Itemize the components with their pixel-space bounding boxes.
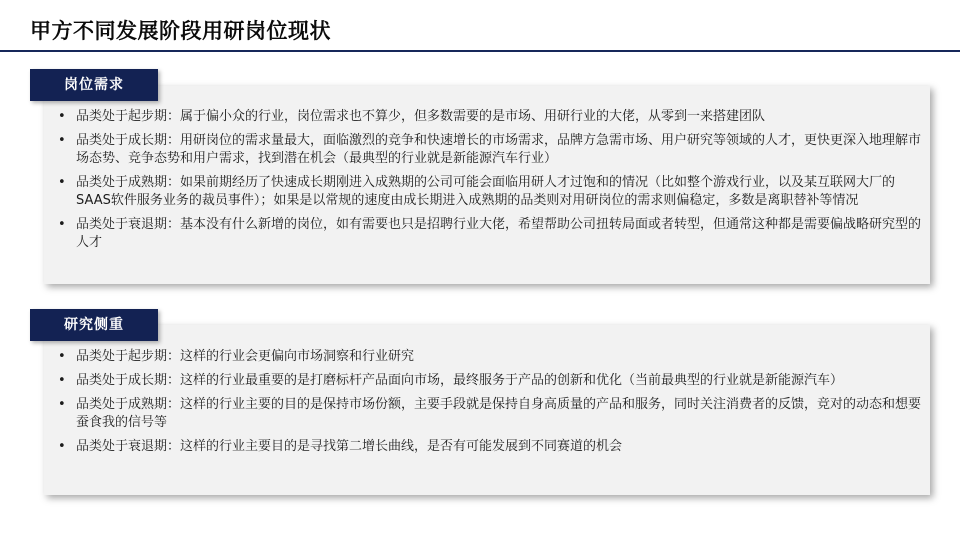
list-item-text: 品类处于衰退期：这样的行业主要目的是寻找第二增长曲线，是否有可能发展到不同赛道的机会: [76, 439, 623, 454]
list-item: [56, 372, 924, 390]
list-item: [56, 348, 924, 366]
list-item-text: 品类处于衰退期：基本没有什么新增的岗位，如有需要也只是招聘行业大佬，希望帮助公司扭转局面或者转型，但通常这种都是需要偏战略研究型的人才: [76, 217, 922, 250]
list-item: [56, 216, 924, 252]
bullet-icon: •: [58, 109, 66, 124]
bullet-icon: •: [58, 133, 66, 148]
list-item: [56, 132, 924, 168]
list-item: [56, 396, 924, 432]
bullet-icon: •: [58, 397, 66, 412]
bullet-icon: •: [58, 439, 66, 454]
list-item-text: 品类处于起步期：属于偏小众的行业，岗位需求也不算少，但多数需要的是市场、用研行业的大佬，从零到一来搭建团队: [76, 109, 766, 124]
list-item-text: 品类处于成熟期：这样的行业主要的目的是保持市场份额，主要手段就是保持自身高质量的产品和服务，同时关注消费者的反馈，竞对的动态和想要蚕食我的信号等: [76, 397, 922, 430]
list-item: [56, 108, 924, 126]
bullet-icon: •: [58, 349, 66, 364]
bullet-icon: •: [58, 373, 66, 388]
list-item-text: 品类处于成长期：这样的行业最重要的是打磨标杆产品面向市场，最终服务于产品的创新和优化（当前最典型的行业就是新能源汽车）: [76, 373, 844, 388]
bullet-icon: •: [58, 217, 66, 232]
list-item-text: 品类处于成熟期：如果前期经历了快速成长期刚进入成熟期的公司可能会面临用研人才过饱和的情况（比如整个游戏行业，以及某互联网大厂的SAAS软件服务业务的裁员事件）；如果是以常规的速度由成长期进入成熟期的品类则对用研岗位的需求则偏稳定，多数是离职替补等情况: [76, 175, 896, 208]
research-focus-list: [56, 348, 924, 462]
section-label-job-demand: 岗位需求: [30, 69, 158, 101]
bullet-icon: •: [58, 175, 66, 190]
list-item: [56, 174, 924, 210]
title-divider: [0, 50, 960, 52]
list-item-text: 品类处于成长期：用研岗位的需求量最大，面临激烈的竞争和快速增长的市场需求，品牌方急需市场、用户研究等领域的人才，更快更深入地理解市场态势、竞争态势和用户需求，找到潜在机会（最典型的行业就是新能源汽车行业）: [76, 133, 922, 166]
section-label-research-focus: 研究侧重: [30, 309, 158, 341]
job-demand-list: [56, 108, 924, 258]
page-title: 甲方不同发展阶段用研岗位现状: [30, 19, 331, 43]
list-item: [56, 438, 924, 456]
list-item-text: 品类处于起步期：这样的行业会更偏向市场洞察和行业研究: [76, 349, 415, 364]
